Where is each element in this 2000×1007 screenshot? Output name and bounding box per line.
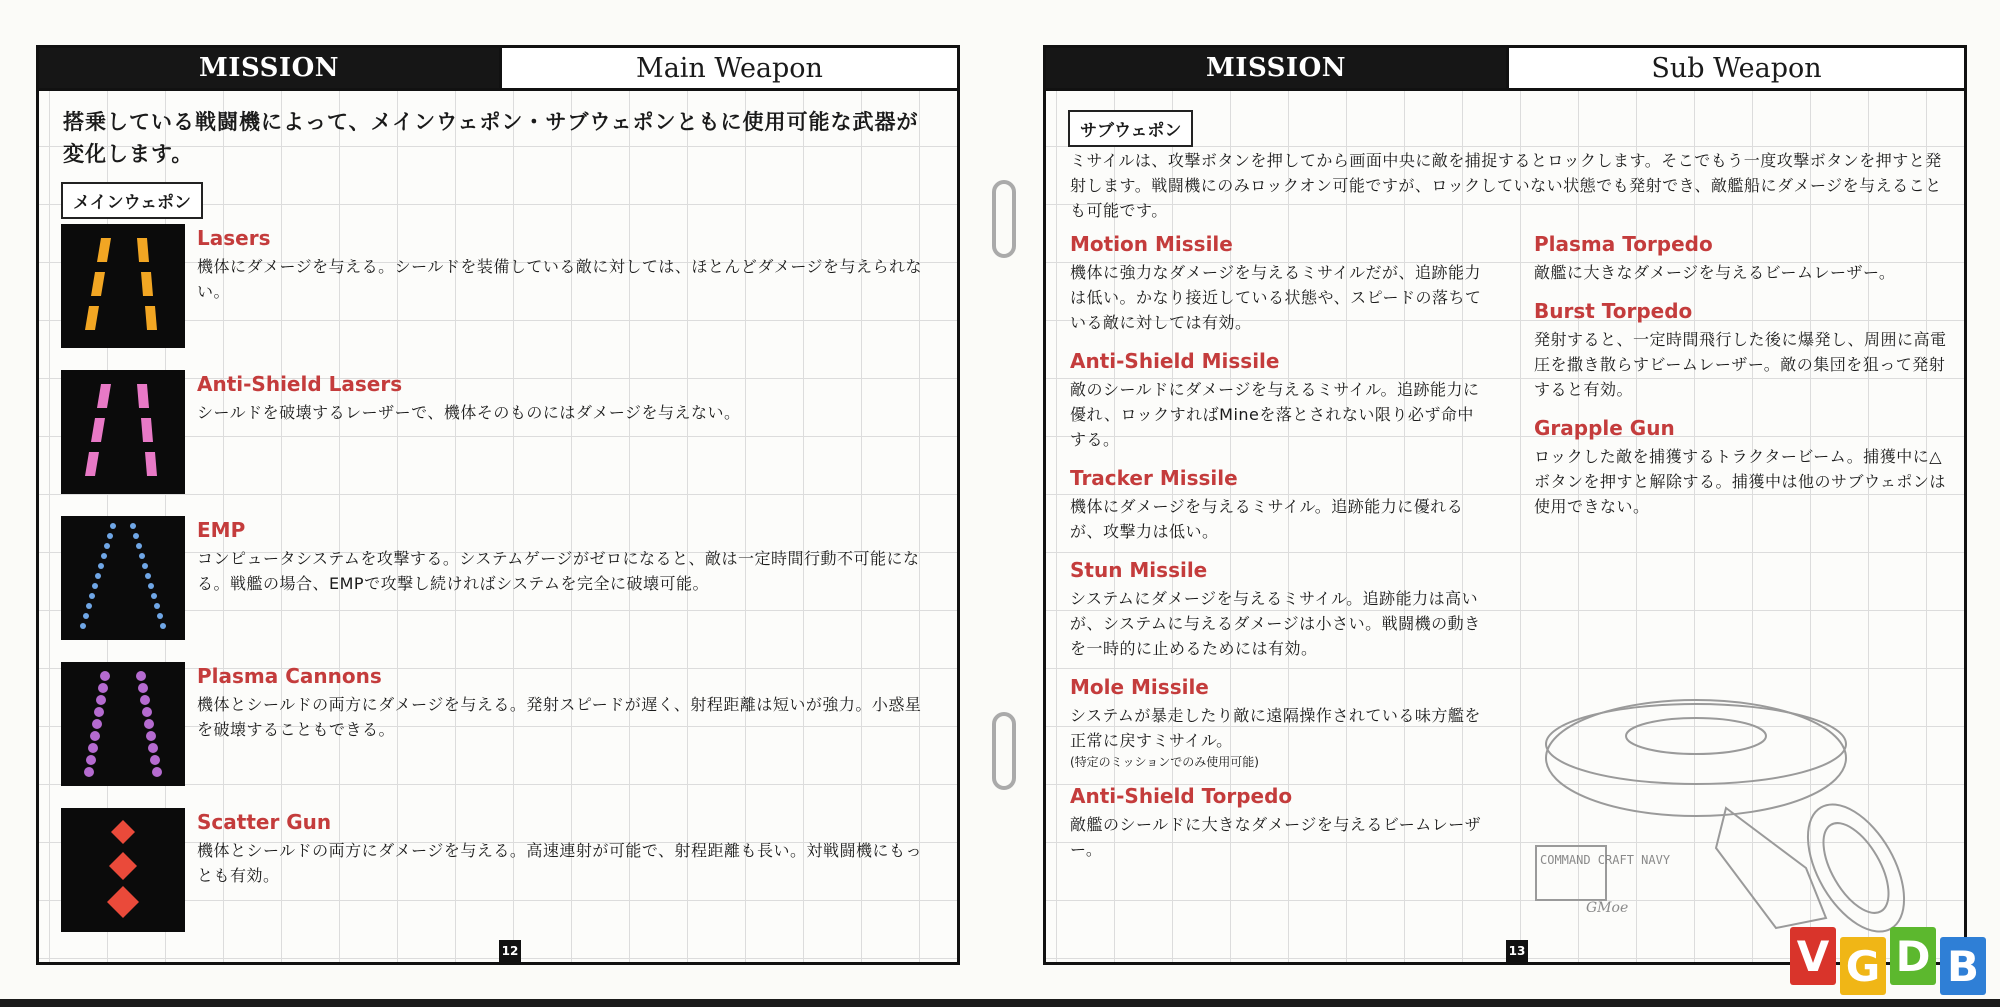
weapon-name: Anti-Shield Torpedo: [1070, 784, 1293, 808]
page-number: 13: [1506, 940, 1528, 962]
watermark-letter-g: G: [1840, 937, 1886, 995]
right-page: [1043, 45, 1967, 965]
weapon-name: EMP: [197, 518, 246, 542]
anti-shield-lasers-icon: [61, 370, 185, 494]
weapon-entry: [1070, 349, 1490, 452]
weapon-entry: [197, 518, 937, 596]
watermark-letter-d: D: [1890, 927, 1936, 985]
weapon-entry: [1534, 416, 1950, 519]
weapon-desc: システムにダメージを与えるミサイル。追跡能力は高いが、システムに与えるダメージは小さい。戦闘機の動きを一時的に止めるためには有効。: [1070, 589, 1481, 658]
page-title: Main Weapon: [499, 48, 957, 88]
watermark-letter-v: V: [1790, 927, 1836, 985]
weapon-name: Scatter Gun: [197, 810, 332, 834]
watermark-letter-b: B: [1940, 937, 1986, 995]
vgdb-watermark: [1786, 927, 1986, 995]
binding-ring: [992, 712, 1016, 790]
weapon-desc: 機体にダメージを与えるミサイル。追跡能力に優れるが、攻撃力は低い。: [1070, 497, 1464, 541]
bottom-band: [0, 999, 2000, 1007]
weapon-desc: 敵艦に大きなダメージを与えるビームレーザー。: [1534, 263, 1896, 282]
scatter-gun-thumbnail: [61, 808, 185, 932]
lasers-icon: [61, 224, 185, 348]
sub-weapon-column-2: [1534, 232, 1950, 533]
left-page: [36, 45, 960, 965]
weapon-name: Anti-Shield Lasers: [197, 372, 403, 396]
weapon-entry: [197, 226, 937, 304]
starship-sketch: [1526, 668, 1966, 948]
weapon-entry: [197, 372, 937, 425]
weapon-entry: [1070, 558, 1490, 661]
weapon-entry: [197, 664, 937, 742]
weapon-name: Tracker Missile: [1070, 466, 1238, 490]
weapon-entry: [1070, 232, 1490, 335]
binding-ring: [992, 180, 1016, 258]
weapon-name: Plasma Torpedo: [1534, 232, 1713, 256]
intro-text: 搭乗している戦闘機によって、メインウェポン・サブウェポンともに使用可能な武器が変化します。: [63, 110, 919, 166]
page-title: Sub Weapon: [1506, 48, 1964, 88]
weapon-desc: 機体にダメージを与える。シールドを装備している敵に対しては、ほとんどダメージを与えられない。: [197, 257, 923, 301]
weapon-desc: コンピュータシステムを攻撃する。システムゲージがゼロになると、敵は一定時間行動不可能になる。戦艦の場合、EMPで攻撃し続ければシステムを完全に破壊可能。: [197, 549, 920, 593]
plasma-cannons-icon: [61, 662, 185, 786]
weapon-entry: [1070, 675, 1490, 770]
right-page-header: [1046, 48, 1964, 91]
anti-shield-lasers-thumbnail: [61, 370, 185, 494]
weapon-desc: ロックした敵を捕獲するトラクタービーム。捕獲中に△ボタンを押すと解除する。捕獲中は他のサブウェポンは使用できない。: [1534, 447, 1946, 516]
weapon-entry: [1534, 299, 1950, 402]
weapon-desc: 発射すると、一定時間飛行した後に爆発し、周囲に高電圧を撒き散らすビームレーザー。敵の集団を狙って発射すると有効。: [1534, 330, 1947, 399]
intro-text: ミサイルは、攻撃ボタンを押してから画面中央に敵を捕捉するとロックします。そこでもう一度攻撃ボタンを押すと発射します。戦闘機にのみロックオン可能ですが、ロックしていない状態でも発射でき、敵艦船にダメージを与えることも可能です。: [1070, 151, 1942, 220]
plasma-cannons-thumbnail: [61, 662, 185, 786]
weapon-desc: 機体とシールドの両方にダメージを与える。発射スピードが遅く、射程距離は短いが強力。小惑星を破壊することもできる。: [197, 695, 922, 739]
mission-label: MISSION: [39, 48, 499, 88]
weapon-desc: 敵艦のシールドに大きなダメージを与えるビームレーザー。: [1070, 815, 1482, 859]
emp-icon: [61, 516, 185, 640]
section-tag: メインウェポン: [61, 182, 203, 219]
lasers-thumbnail: [61, 224, 185, 348]
sub-weapon-column-1: [1070, 232, 1490, 876]
section-tag: サブウェポン: [1068, 110, 1193, 147]
weapon-name: Motion Missile: [1070, 232, 1233, 256]
weapon-name: Mole Missile: [1070, 675, 1209, 699]
weapon-entry: [1534, 232, 1950, 285]
sketch-label: COMMAND CRAFT NAVY: [1540, 853, 1671, 867]
weapon-desc: シールドを破壊するレーザーで、機体そのものにはダメージを与えない。: [197, 403, 741, 422]
weapon-name: Plasma Cannons: [197, 664, 382, 688]
weapon-name: Lasers: [197, 226, 271, 250]
weapon-desc: 敵のシールドにダメージを与えるミサイル。追跡能力に優れ、ロックすればMineを落とされない限り必ず命中する。: [1070, 380, 1480, 449]
weapon-entry: [1070, 466, 1490, 544]
weapon-name: Stun Missile: [1070, 558, 1208, 582]
weapon-name: Grapple Gun: [1534, 416, 1675, 440]
page-number: 12: [499, 940, 521, 962]
weapon-name: Burst Torpedo: [1534, 299, 1693, 323]
weapon-entry: [1070, 784, 1490, 862]
scatter-gun-icon: [61, 808, 185, 932]
mission-label: MISSION: [1046, 48, 1506, 88]
left-page-header: [39, 48, 957, 91]
emp-thumbnail: [61, 516, 185, 640]
weapon-note: (特定のミッションでのみ使用可能): [1070, 755, 1259, 769]
weapon-desc: 機体とシールドの両方にダメージを与える。高速連射が可能で、射程距離も長い。対戦闘機にもっとも有効。: [197, 841, 923, 885]
weapon-name: Anti-Shield Missile: [1070, 349, 1280, 373]
sketch-signature: GMoe: [1586, 900, 1629, 916]
weapon-desc: システムが暴走したり敵に遠隔操作されている味方艦を正常に戻すミサイル。: [1070, 706, 1481, 750]
weapon-entry: [197, 810, 937, 888]
weapon-desc: 機体に強力なダメージを与えるミサイルだが、追跡能力は低い。かなり接近している状態や、スピードの落ちている敵に対しては有効。: [1070, 263, 1482, 332]
